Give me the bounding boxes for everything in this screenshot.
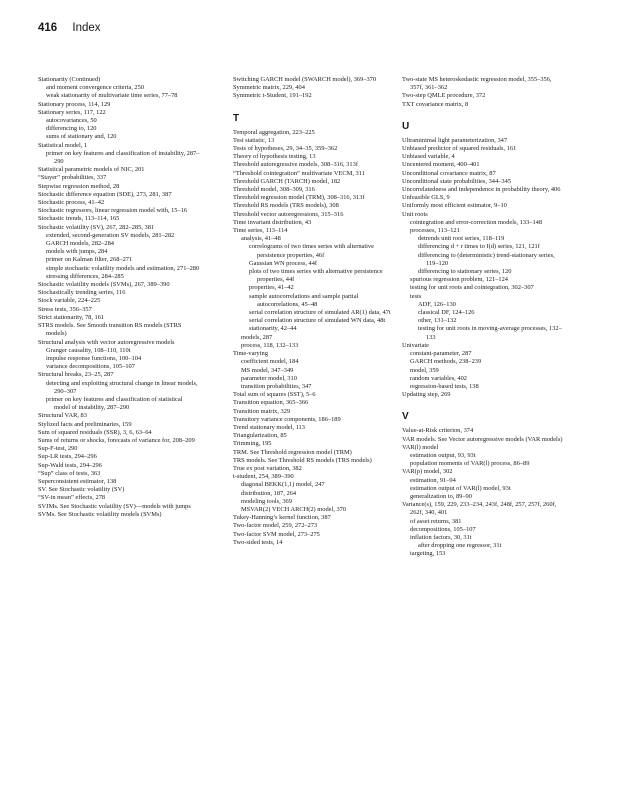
index-entry: Unit roots: [402, 210, 428, 218]
index-entry: Unfeasible GLS, 9: [402, 194, 450, 202]
index-subentry: stressing differences, 284–285: [46, 272, 124, 280]
index-entry: Unconditional covariance matrix, 87: [402, 169, 496, 177]
index-subentry: of asset returns, 381: [410, 517, 462, 525]
index-subentry: ADF, 126–130: [418, 300, 456, 308]
index-entry: Stationary process, 114, 129: [38, 100, 111, 108]
index-subentry: sums of stationary and, 120: [46, 133, 117, 141]
index-entry: SV. See Stochastic volatility (SV): [38, 486, 125, 494]
index-subentry: regression-based tests, 138: [410, 382, 479, 390]
index-subentry: autocovariances, 50: [46, 117, 97, 125]
index-entry: Stochastic difference equation (SDE), 273, 281, 387: [38, 190, 172, 198]
index-entry: STRS models. See Smooth transition RS models (STRS models): [38, 322, 182, 338]
index-subentry: decompositions, 105–107: [410, 525, 476, 533]
index-subentry: after dropping one regressor, 31t: [418, 542, 502, 550]
index-entry: Transition matrix, 329: [233, 407, 291, 415]
index-entry: Unbiased predictor of squared residuals, 161: [402, 145, 517, 153]
index-entry: Uncorrelatedness and independence in probability theory, 406: [402, 186, 561, 194]
index-subentry: tests: [410, 292, 422, 300]
index-entry: Sup-F-test, 290: [38, 445, 78, 453]
index-subentry: primer on Kalman filter, 268–271: [46, 256, 133, 264]
index-column-3: [402, 76, 564, 559]
index-entry: VAR(p) model, 302: [402, 468, 453, 476]
index-entry: Stochastic process, 41–42: [38, 199, 105, 207]
index-subentry: analysis, 41–48: [241, 235, 281, 243]
index-subentry: differencing to stationary series, 120: [418, 268, 512, 276]
index-entry: SVJMs. See Stochastic volatility (SV)—models with jumps: [38, 502, 191, 510]
index-entry: Sum of squared residuals (SSR), 3, 6, 63–64: [38, 428, 152, 436]
index-entry: t-student, 254, 389–390: [233, 473, 294, 481]
index-entry: Sums of returns or shocks, forecasts of variance for, 208–209: [38, 436, 195, 444]
index-entry: Two-state MS heteroskedastic regression model, 355–356, 357f, 361–362: [402, 76, 552, 92]
page-number: 416: [38, 22, 58, 34]
index-subentry: classical DF, 124–126: [418, 309, 475, 317]
index-subentry: population moments of VAR(l) process, 86–89: [410, 460, 530, 468]
index-entry: Structural breaks, 23–25, 287: [38, 371, 114, 379]
index-entry: Temporal aggregation, 223–225: [233, 128, 315, 136]
index-subentry: detrends unit root series, 118–119: [418, 235, 505, 243]
index-subentry: targeting, 153: [410, 550, 446, 558]
index-entry: Sup-LR tests, 294–296: [38, 453, 97, 461]
index-entry: Univariate: [402, 341, 429, 349]
index-subentry: detecting and exploiting structural change in linear models, 290–307: [46, 379, 198, 395]
index-subentry: serial correlation structure of simulated WN data, 48t: [249, 317, 386, 325]
index-entry: Threshold model, 308–309, 316: [233, 186, 315, 194]
index-subentry: plots of two times series with alternative persistence properties, 44f: [249, 268, 383, 284]
index-subentry: cointegration and error-correction models, 133–148: [410, 218, 543, 226]
index-entry: Stylized facts and preliminaries, 159: [38, 420, 132, 428]
index-subentry: inflation factors, 30, 31t: [410, 533, 472, 541]
index-entry: “Threshold cointegration” multivariate VECM, 311: [233, 169, 365, 177]
index-entry: Theory of hypothesis testing, 13: [233, 153, 316, 161]
index-subentry: model, 359: [410, 366, 439, 374]
index-entry: “Stayer” probabilities, 337: [38, 174, 107, 182]
index-entry: Threshold regression model (TRM), 308–316, 313f: [233, 194, 365, 202]
index-entry: TRS models. See Threshold RS models (TRS models): [233, 456, 372, 464]
index-entry: VAR models. See Vector autoregressive models (VAR models): [402, 435, 563, 443]
index-entry: Threshold autoregressive models, 308–316, 313f: [233, 161, 358, 169]
index-subentry: MSVAR(2) VECH ARCH(2) model, 370: [241, 505, 347, 513]
index-entry: Unconditional state probabilities, 344–345: [402, 177, 511, 185]
index-entry: Triangularization, 85: [233, 432, 287, 440]
index-entry: Switching GARCH model (SWARCH model), 369–370: [233, 76, 377, 83]
index-subentry: models, 287: [241, 333, 273, 341]
index-entry: Stepwise regression method, 28: [38, 182, 120, 190]
page-running-title: Index: [72, 22, 101, 34]
index-subentry: random variables, 402: [410, 374, 467, 382]
index-entry: Time-varying: [233, 350, 268, 358]
index-subentry: stationarity, 42–44: [249, 325, 297, 333]
index-entry: Superconsistent estimator, 138: [38, 477, 117, 485]
index-entry: TXT covariance matrix, 8: [402, 100, 469, 108]
index-subentry: serial correlation structure of simulated AR(1) data, 47t: [249, 309, 391, 317]
page-header: [38, 22, 101, 34]
index-entry: Stochastic volatility (SV), 267, 282–285, 381: [38, 223, 155, 231]
index-entry: Value-at-Risk criterion, 374: [402, 427, 474, 435]
index-subentry: estimation, 91–94: [410, 476, 456, 484]
index-subentry: parameter model, 310: [241, 374, 297, 382]
index-subentry: Gaussian WN process, 44f: [249, 259, 318, 267]
index-subentry: testing for unit roots and cointegration, 302–307: [410, 284, 534, 292]
index-subentry: properties, 41–42: [249, 284, 294, 292]
index-entry: Time series, 113–114: [233, 227, 288, 235]
index-entry: SVMs. See Stochastic volatility models (SVMs): [38, 510, 162, 518]
index-entry: Tests of hypotheses, 29, 34–35, 359–362: [233, 145, 338, 153]
col1-entries: [38, 76, 200, 519]
index-entry: Time invariant distribution, 43: [233, 218, 312, 226]
index-entry: Stochastic regressors, linear regression model with, 15–16: [38, 207, 188, 215]
col2-top-entries: [233, 76, 395, 101]
index-entry: Two-factor model, 259, 272–273: [233, 522, 318, 530]
index-subentry: distribution, 187, 264: [241, 489, 297, 497]
index-subentry: models with jumps, 284: [46, 248, 108, 256]
col3-u-entries: [402, 137, 564, 400]
index-entry: Uncentered moment, 400–401: [402, 161, 480, 169]
index-entry: “Sup” class of tests, 363: [38, 469, 101, 477]
index-subentry: sample autocorrelations and sample partial autocorrelations, 45–48: [249, 292, 359, 308]
index-entry: Symmetric matrix, 229, 404: [233, 84, 305, 92]
index-subentry: processes, 113–121: [410, 227, 460, 235]
index-entry: Total sum of squares (SST), 5–6: [233, 391, 316, 399]
index-subentry: Granger causality, 108–110, 110t: [46, 346, 131, 354]
index-entry: Stationarity (Continued): [38, 76, 101, 83]
index-subentry: modeling tools, 369: [241, 497, 292, 505]
index-subentry: transition probabilities, 347: [241, 382, 312, 390]
index-entry: Symmetric t-Student, 191–192: [233, 92, 312, 100]
index-subentry: other, 131–132: [418, 317, 457, 325]
index-entry: TRM. See Threshold regression model (TRM): [233, 448, 352, 456]
index-subentry: variance decompositions, 105–107: [46, 363, 135, 371]
section-letter-t: T: [233, 112, 240, 124]
index-entry: Test statistic, 13: [233, 136, 275, 144]
index-subentry: and moment convergence criteria, 250: [46, 84, 145, 92]
index-entry: Unbiased variable, 4: [402, 153, 455, 161]
index-subentry: generalization to, 89–90: [410, 492, 472, 500]
index-entry: Variance(s), 159, 229, 233–234, 243f, 248f, 257, 257f, 260f, 262f, 340, 401: [402, 501, 557, 517]
index-entry: Threshold GARCH (TARCH) model, 182: [233, 177, 341, 185]
col3-v-entries: [402, 427, 564, 558]
index-subentry: estimation output, 93, 93t: [410, 451, 476, 459]
index-entry: Statistical parametric models of NIC, 201: [38, 166, 145, 174]
index-subentry: testing for unit roots in moving-average processes, 132–133: [418, 325, 562, 341]
index-entry: Threshold vector autoregressions, 315–316: [233, 210, 344, 218]
index-subentry: differencing d + r times to I(d) series, 121, 121f: [418, 243, 540, 251]
index-subentry: correlograms of two times series with alternative persistence properties, 46f: [249, 243, 374, 259]
index-subentry: differencing to (deterministic) trend-stationary series, 119–120: [418, 251, 555, 267]
index-entry: Threshold RS models (TRS models), 308: [233, 202, 339, 210]
index-subentry: coefficient model, 184: [241, 358, 299, 366]
index-entry: Uniformly most efficient estimator, 9–10: [402, 202, 507, 210]
index-subentry: MS model, 347–349: [241, 366, 294, 374]
index-entry: Strict stationarity, 78, 161: [38, 313, 105, 321]
index-entry: Two-step QMLE procedure, 372: [402, 92, 486, 100]
index-entry: Two-sided tests, 14: [233, 538, 283, 546]
index-subentry: primer on key features and classification of statistical model of instability, 287–290: [46, 395, 183, 412]
index-entry: Two-factor SVM model, 273–275: [233, 530, 320, 538]
index-entry: Statistical model, 1: [38, 141, 88, 149]
index-entry: Transitory variance components, 186–189: [233, 415, 341, 423]
index-entry: Stationary series, 117, 122: [38, 108, 106, 116]
index-entry: Stochastic volatility models (SVMs), 267, 389–390: [38, 281, 170, 289]
index-subentry: simple stochastic volatility models and estimation, 271–280: [46, 264, 200, 272]
index-subentry: diagonal BEKK(1,1) model, 247: [241, 481, 325, 489]
index-subentry: estimation output of VAR(l) model, 93t: [410, 484, 511, 492]
index-column-1: [38, 76, 200, 519]
index-subentry: GARCH models, 282–284: [46, 240, 114, 248]
index-entry: Stochastic trends, 113–114, 165: [38, 215, 120, 223]
index-entry: Stress tests, 356–357: [38, 305, 92, 313]
index-subentry: impulse response functions, 100–104: [46, 354, 142, 362]
index-subentry: spurious regression problem, 121–124: [410, 276, 508, 284]
index-subentry: weak stationarity of multivariate time series, 77–78: [46, 92, 178, 100]
index-entry: Trend stationary model, 113: [233, 423, 305, 431]
index-entry: Structural VAR, 83: [38, 412, 87, 420]
index-entry: “SV-in mean” effects, 278: [38, 494, 106, 502]
index-subentry: GARCH methods, 238–239: [410, 358, 482, 366]
index-entry: Structural analysis with vector autoregressive models: [38, 338, 175, 346]
index-column-2: [233, 76, 395, 547]
index-subentry: extended, second-generation SV models, 281–282: [46, 231, 175, 239]
index-entry: Transition equation, 365–366: [233, 399, 309, 407]
col2-t-entries: [233, 129, 395, 547]
section-letter-v: V: [402, 411, 409, 423]
index-entry: Stock variable, 224–225: [38, 297, 101, 305]
index-entry: True ex post variation, 382: [233, 464, 302, 472]
index-subentry: constant-parameter, 287: [410, 350, 472, 358]
index-subentry: process, 118, 132–133: [241, 341, 299, 349]
index-entry: Ultraminimal light parameterization, 347: [402, 136, 508, 144]
index-entry: VAR(l) model: [402, 443, 439, 451]
index-subentry: differencing to, 120: [46, 125, 97, 133]
index-subentry: primer on key features and classification of instability, 287–290: [46, 149, 200, 166]
section-letter-u: U: [402, 120, 410, 132]
index-entry: Trimming, 195: [233, 440, 272, 448]
index-entry: Tukey-Hanning’s kernel function, 387: [233, 514, 331, 522]
index-entry: Sup-Wald tests, 294–296: [38, 461, 102, 469]
index-entry: Stochastically trending series, 116: [38, 289, 126, 297]
col3-top-entries: [402, 76, 564, 109]
index-entry: Updating step, 269: [402, 391, 451, 399]
